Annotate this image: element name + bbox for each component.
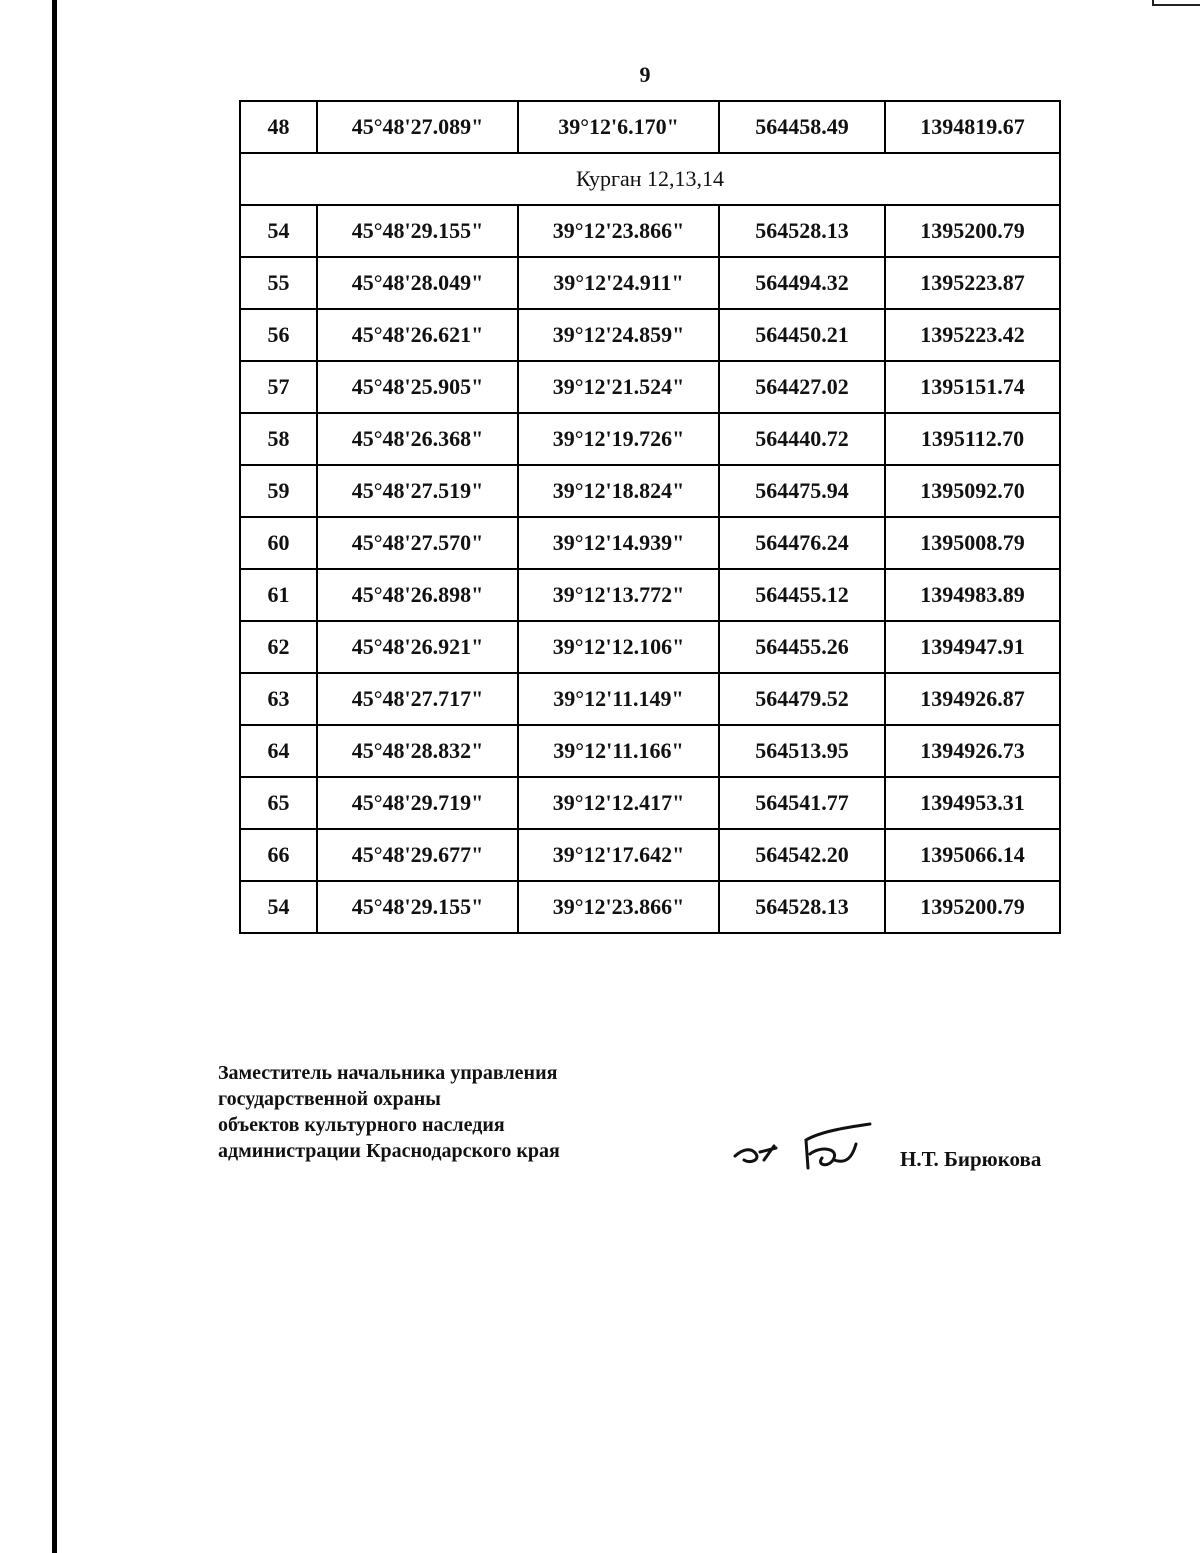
point-number-cell: 60: [240, 517, 317, 569]
latitude-cell: 45°48'25.905": [317, 361, 518, 413]
table-row: [240, 361, 1060, 413]
table-row: [240, 309, 1060, 361]
table-row: [240, 621, 1060, 673]
signatory-title-line: государственной охраны: [218, 1088, 441, 1110]
x-coordinate-cell: 564528.13: [719, 205, 885, 257]
longitude-cell: 39°12'11.149": [518, 673, 719, 725]
table-row: [240, 101, 1060, 153]
point-number-cell: 66: [240, 829, 317, 881]
point-number-cell: 55: [240, 257, 317, 309]
signatory-title-line: объектов культурного наследия: [218, 1114, 505, 1136]
latitude-cell: 45°48'27.717": [317, 673, 518, 725]
signatory-title-line: администрации Краснодарского края: [218, 1140, 560, 1162]
table-row: [240, 725, 1060, 777]
x-coordinate-cell: 564513.95: [719, 725, 885, 777]
point-number-cell: 57: [240, 361, 317, 413]
x-coordinate-cell: 564541.77: [719, 777, 885, 829]
y-coordinate-cell: 1394947.91: [885, 621, 1060, 673]
latitude-cell: 45°48'29.719": [317, 777, 518, 829]
y-coordinate-cell: 1395092.70: [885, 465, 1060, 517]
latitude-cell: 45°48'26.921": [317, 621, 518, 673]
latitude-cell: 45°48'29.677": [317, 829, 518, 881]
latitude-cell: 45°48'27.570": [317, 517, 518, 569]
point-number-cell: 56: [240, 309, 317, 361]
latitude-cell: 45°48'27.089": [317, 101, 518, 153]
x-coordinate-cell: 564479.52: [719, 673, 885, 725]
y-coordinate-cell: 1395112.70: [885, 413, 1060, 465]
point-number-cell: 63: [240, 673, 317, 725]
y-coordinate-cell: 1394983.89: [885, 569, 1060, 621]
longitude-cell: 39°12'21.524": [518, 361, 719, 413]
y-coordinate-cell: 1395151.74: [885, 361, 1060, 413]
y-coordinate-cell: 1395066.14: [885, 829, 1060, 881]
signatory-title: [218, 1060, 678, 1164]
point-number-cell: 59: [240, 465, 317, 517]
coordinates-table-body: [240, 101, 1060, 933]
y-coordinate-cell: 1394926.87: [885, 673, 1060, 725]
x-coordinate-cell: 564476.24: [719, 517, 885, 569]
table-row: [240, 673, 1060, 725]
latitude-cell: 45°48'29.155": [317, 205, 518, 257]
x-coordinate-cell: 564475.94: [719, 465, 885, 517]
table-row: [240, 829, 1060, 881]
latitude-cell: 45°48'26.621": [317, 309, 518, 361]
x-coordinate-cell: 564542.20: [719, 829, 885, 881]
longitude-cell: 39°12'23.866": [518, 881, 719, 933]
table-row: [240, 465, 1060, 517]
x-coordinate-cell: 564458.49: [719, 101, 885, 153]
latitude-cell: 45°48'28.832": [317, 725, 518, 777]
longitude-cell: 39°12'23.866": [518, 205, 719, 257]
table-row: [240, 777, 1060, 829]
x-coordinate-cell: 564455.12: [719, 569, 885, 621]
y-coordinate-cell: 1394819.67: [885, 101, 1060, 153]
point-number-cell: 58: [240, 413, 317, 465]
handwritten-signature: [730, 1118, 880, 1178]
longitude-cell: 39°12'13.772": [518, 569, 719, 621]
x-coordinate-cell: 564427.02: [719, 361, 885, 413]
table-row: [240, 517, 1060, 569]
longitude-cell: 39°12'11.166": [518, 725, 719, 777]
latitude-cell: 45°48'29.155": [317, 881, 518, 933]
longitude-cell: 39°12'6.170": [518, 101, 719, 153]
y-coordinate-cell: 1395200.79: [885, 881, 1060, 933]
point-number-cell: 54: [240, 881, 317, 933]
latitude-cell: 45°48'28.049": [317, 257, 518, 309]
x-coordinate-cell: 564494.32: [719, 257, 885, 309]
y-coordinate-cell: 1394953.31: [885, 777, 1060, 829]
latitude-cell: 45°48'27.519": [317, 465, 518, 517]
y-coordinate-cell: 1395223.87: [885, 257, 1060, 309]
point-number-cell: 48: [240, 101, 317, 153]
point-number-cell: 64: [240, 725, 317, 777]
x-coordinate-cell: 564450.21: [719, 309, 885, 361]
longitude-cell: 39°12'12.106": [518, 621, 719, 673]
latitude-cell: 45°48'26.368": [317, 413, 518, 465]
page-number: 9: [639, 62, 651, 87]
y-coordinate-cell: 1395008.79: [885, 517, 1060, 569]
x-coordinate-cell: 564455.26: [719, 621, 885, 673]
scan-edge-bar: [52, 0, 57, 1553]
table-row: [240, 413, 1060, 465]
y-coordinate-cell: 1395223.42: [885, 309, 1060, 361]
longitude-cell: 39°12'19.726": [518, 413, 719, 465]
longitude-cell: 39°12'14.939": [518, 517, 719, 569]
coordinates-table: [239, 100, 1061, 934]
signatory-title-line: Заместитель начальника управления: [218, 1062, 558, 1084]
scan-corner-mark: [1152, 0, 1200, 6]
x-coordinate-cell: 564528.13: [719, 881, 885, 933]
table-row: [240, 569, 1060, 621]
y-coordinate-cell: 1394926.73: [885, 725, 1060, 777]
point-number-cell: 54: [240, 205, 317, 257]
point-number-cell: 62: [240, 621, 317, 673]
x-coordinate-cell: 564440.72: [719, 413, 885, 465]
section-header-cell: Курган 12,13,14: [240, 153, 1060, 205]
longitude-cell: 39°12'24.859": [518, 309, 719, 361]
longitude-cell: 39°12'18.824": [518, 465, 719, 517]
point-number-cell: 61: [240, 569, 317, 621]
longitude-cell: 39°12'17.642": [518, 829, 719, 881]
longitude-cell: 39°12'12.417": [518, 777, 719, 829]
signer-name: Н.Т. Бирюкова: [900, 1147, 1042, 1171]
longitude-cell: 39°12'24.911": [518, 257, 719, 309]
point-number-cell: 65: [240, 777, 317, 829]
table-row: [240, 881, 1060, 933]
y-coordinate-cell: 1395200.79: [885, 205, 1060, 257]
section-header-row: [240, 153, 1060, 205]
latitude-cell: 45°48'26.898": [317, 569, 518, 621]
table-row: [240, 205, 1060, 257]
table-row: [240, 257, 1060, 309]
